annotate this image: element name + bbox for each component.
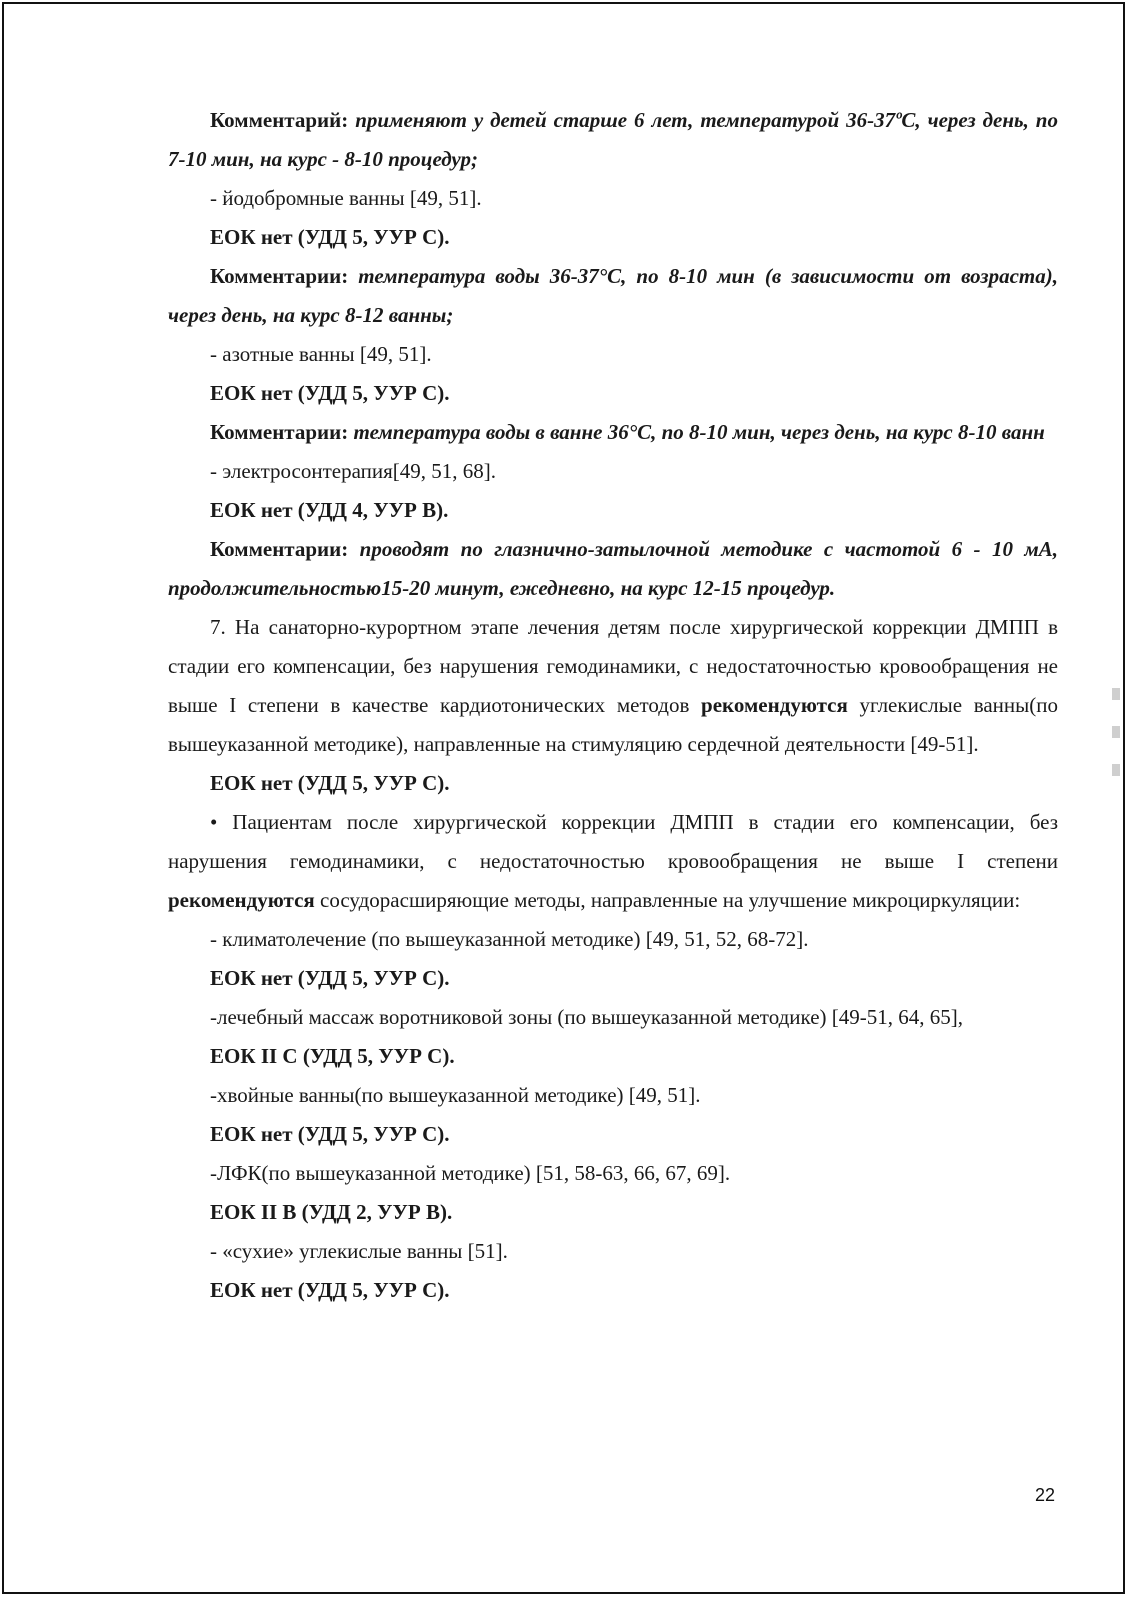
list-item: - азотные ванны [49, 51]. (210, 342, 432, 366)
evidence-level: ЕОК нет (УДД 5, УУР С). (210, 381, 450, 405)
recommendation-text-end: сосудорасширяющие методы, направленные на улучшение микроциркуляции: (314, 888, 1021, 912)
scan-edge-mark (1112, 764, 1120, 776)
comment-label: Комментарии: (210, 537, 349, 561)
evidence-level: ЕОК нет (УДД 5, УУР С). (210, 225, 450, 249)
comment-label: Комментарии: (210, 420, 349, 444)
comment-paragraph (168, 101, 1058, 179)
recommendation-keyword: рекомендуются (701, 693, 848, 717)
document-page (2, 2, 1125, 1594)
comment-text: температура воды в ванне 36°С, по 8-10 мин, через день, на курс 8-10 ванн (348, 420, 1045, 444)
evidence-level: ЕОК нет (УДД 5, УУР С). (210, 1278, 450, 1302)
evidence-level: ЕОК II С (УДД 5, УУР С). (210, 1044, 455, 1068)
scan-edge-mark (1112, 726, 1120, 738)
list-item: - йодобромные ванны [49, 51]. (210, 186, 482, 210)
comment-label: Комментарии: (210, 264, 349, 288)
recommendation-text-end: углекислые ванны(по вышеуказанной методике), направленные на стимуляцию сердечной деятельности [49-51]. (168, 693, 1058, 756)
evidence-level: ЕОК нет (УДД 5, УУР С). (210, 966, 450, 990)
page-content (168, 101, 1058, 1310)
evidence-level: ЕОК нет (УДД 5, УУР С). (210, 771, 450, 795)
recommendation-paragraph (168, 608, 1058, 764)
recommendation-text: 7. На санаторно-курортном этапе лечения детям после хирургической коррекции ДМПП в стадии его компенсации, без нарушения гемодинамики, с недостаточностью кровообращения не выше I степени в качестве кардиотонических методов (168, 615, 1058, 717)
recommendation-paragraph (168, 803, 1058, 920)
list-item: - климатолечение (по вышеуказанной методике) [49, 51, 52, 68-72]. (210, 927, 809, 951)
scan-edge-mark (1112, 688, 1120, 700)
evidence-level: ЕОК нет (УДД 5, УУР С). (210, 1122, 450, 1146)
comment-paragraph (168, 530, 1058, 608)
comment-label: Комментарий: (210, 108, 349, 132)
evidence-level: ЕОК нет (УДД 4, УУР В). (210, 498, 449, 522)
list-item: -лечебный массаж воротниковой зоны (по вышеуказанной методике) [49-51, 64, 65], (210, 1005, 963, 1029)
recommendation-text: • Пациентам после хирургической коррекции ДМПП в стадии его компенсации, без нарушения гемодинамики, с недостаточностью кровообращения не выше I степени (168, 810, 1058, 873)
recommendation-keyword: рекомендуются (168, 888, 315, 912)
comment-text: проводят по глазнично-затылочной методике с частотой 6 - 10 мА, продолжительностью15-20 минут, ежедневно, на курс 12-15 процедур. (168, 537, 1058, 600)
page-number: 22 (1035, 1485, 1056, 1505)
comment-text: применяют у детей старше 6 лет, температурой 36-37ºС, через день, по 7-10 мин, на курс - 8-10 процедур; (168, 108, 1058, 171)
list-item: -хвойные ванны(по вышеуказанной методике) [49, 51]. (210, 1083, 701, 1107)
list-item: - электросонтерапия[49, 51, 68]. (210, 459, 497, 483)
list-item: -ЛФК(по вышеуказанной методике) [51, 58-63, 66, 67, 69]. (210, 1161, 731, 1185)
comment-text: температура воды 36-37°С, по 8-10 мин (в зависимости от возраста), через день, на курс 8-12 ванны; (168, 264, 1058, 327)
list-item: - «сухие» углекислые ванны [51]. (210, 1239, 508, 1263)
comment-paragraph (168, 257, 1058, 335)
evidence-level: ЕОК II В (УДД 2, УУР В). (210, 1200, 453, 1224)
comment-paragraph (168, 413, 1058, 452)
